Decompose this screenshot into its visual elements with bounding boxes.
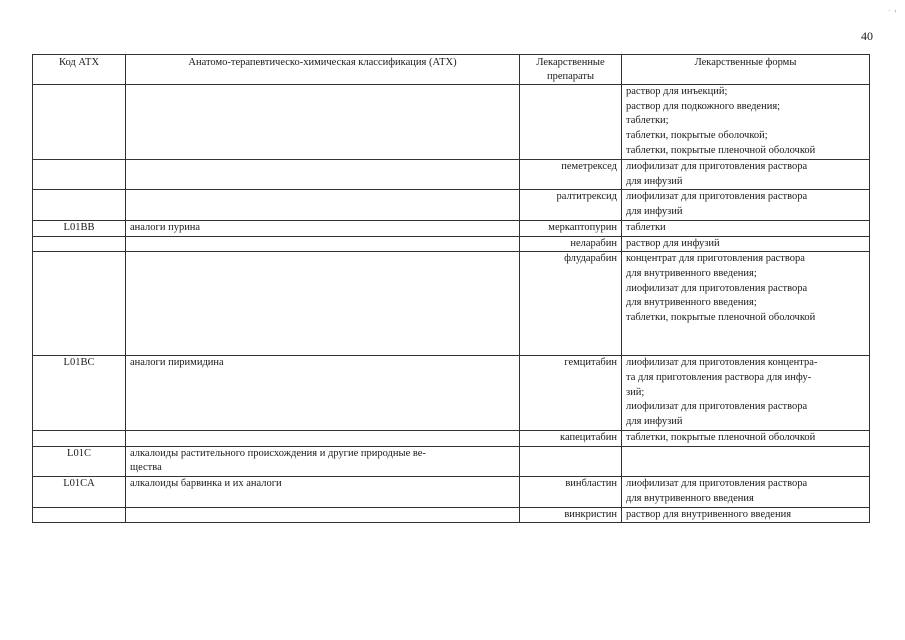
form-line: зий;: [626, 386, 645, 398]
header-drugs: [520, 55, 622, 85]
table-body: [33, 85, 870, 523]
form-line: таблетки, покрытые пленочной оболочкой: [626, 312, 816, 324]
cell-drug: [520, 446, 622, 476]
form-line: раствор для подкожного введения;: [626, 100, 781, 112]
form-line: для внутривенного введения;: [626, 267, 757, 279]
form-line: таблетки: [626, 221, 666, 233]
cell-drug: флударабин: [520, 252, 622, 356]
cell-forms: [622, 477, 870, 507]
cell-classification: [126, 85, 520, 160]
cell-classification: [126, 356, 520, 431]
table-row: [33, 220, 870, 236]
cell-code: [33, 507, 126, 523]
table-row: [33, 477, 870, 507]
cell-drug: пеметрексед: [520, 160, 622, 190]
form-line: таблетки, покрытые оболочкой;: [626, 130, 768, 142]
table-row: [33, 446, 870, 476]
cell-forms: [622, 160, 870, 190]
cell-drug: [520, 85, 622, 160]
form-line: таблетки, покрытые пленочной оболочкой: [626, 431, 816, 443]
cell-drug: капецитабин: [520, 430, 622, 446]
classification-line: аналоги пурина: [130, 221, 201, 233]
table-row: [33, 85, 870, 160]
cell-drug: неларабин: [520, 236, 622, 252]
form-line: лиофилизат для приготовления концентра-: [626, 357, 818, 369]
form-line: лиофилизат для приготовления раствора: [626, 401, 808, 413]
form-line: лиофилизат для приготовления раствора: [626, 478, 808, 490]
cell-code: [33, 252, 126, 356]
cell-code: [33, 236, 126, 252]
cell-code: L01BB: [33, 220, 126, 236]
classification-line: щества: [130, 462, 162, 474]
cell-drug: винбластин: [520, 477, 622, 507]
cell-forms: [622, 236, 870, 252]
cell-forms: [622, 220, 870, 236]
form-line: таблетки, покрытые пленочной оболочкой: [626, 144, 816, 156]
cell-code: [33, 85, 126, 160]
cell-classification: [126, 507, 520, 523]
cell-forms: [622, 430, 870, 446]
cell-classification: [126, 430, 520, 446]
form-line: таблетки;: [626, 115, 669, 127]
form-line: раствор для инъекций;: [626, 86, 728, 97]
classification-line: алкалоиды растительного происхождения и другие природные ве-: [130, 447, 426, 459]
form-line: для инфузий: [626, 206, 683, 218]
classification-line: алкалоиды барвинка и их аналоги: [130, 478, 282, 490]
cell-drug: винкристин: [520, 507, 622, 523]
form-line: лиофилизат для приготовления раствора: [626, 191, 808, 203]
form-line: концентрат для приготовления раствора: [626, 253, 805, 265]
form-line: для инфузий: [626, 416, 683, 428]
form-line: лиофилизат для приготовления раствора: [626, 282, 808, 294]
header-forms: Лекарственные формы: [622, 55, 870, 85]
cell-code: [33, 190, 126, 220]
table-row: [33, 430, 870, 446]
form-line: раствор для инфузий: [626, 237, 720, 249]
table-row: [33, 507, 870, 523]
table-row: [33, 252, 870, 356]
classification-line: аналоги пиримидина: [130, 357, 224, 369]
cell-code: L01BC: [33, 356, 126, 431]
cell-forms: [622, 446, 870, 476]
cell-forms: [622, 356, 870, 431]
cell-classification: [126, 160, 520, 190]
cell-classification: [126, 236, 520, 252]
cell-code: L01CA: [33, 477, 126, 507]
cell-drug: ралтитрексид: [520, 190, 622, 220]
form-line: для внутривенного введения: [626, 492, 754, 504]
header-drugs-line: Лекарственные: [536, 57, 605, 68]
table-row: [33, 160, 870, 190]
cell-forms: [622, 85, 870, 160]
table-row: [33, 236, 870, 252]
cell-drug: меркаптопурин: [520, 220, 622, 236]
table-row: [33, 356, 870, 431]
atx-table: [32, 54, 870, 523]
cell-classification: [126, 190, 520, 220]
cell-forms: [622, 252, 870, 356]
form-line: для инфузий: [626, 175, 683, 187]
cell-classification: [126, 220, 520, 236]
cell-classification: [126, 446, 520, 476]
table-row: [33, 190, 870, 220]
header-drugs-line: препараты: [546, 71, 595, 82]
page-number: 40: [861, 29, 873, 43]
table-header-row: [33, 55, 870, 85]
cell-classification: [126, 477, 520, 507]
cell-forms: [622, 190, 870, 220]
header-code: Код АТХ: [33, 55, 126, 85]
cell-code: L01C: [33, 446, 126, 476]
form-line: та для приготовления раствора для инфу-: [626, 371, 812, 383]
form-line: для внутривенного введения;: [626, 297, 757, 309]
corner-marks: · ›: [888, 7, 898, 15]
form-line: раствор для внутривенного введения: [626, 508, 792, 520]
header-classification: Анатомо-терапевтическо-химическая классификация (АТХ): [126, 55, 520, 85]
cell-forms: [622, 507, 870, 523]
cell-classification: [126, 252, 520, 356]
cell-code: [33, 430, 126, 446]
cell-drug: гемцитабин: [520, 356, 622, 431]
cell-code: [33, 160, 126, 190]
form-line: лиофилизат для приготовления раствора: [626, 161, 808, 172]
